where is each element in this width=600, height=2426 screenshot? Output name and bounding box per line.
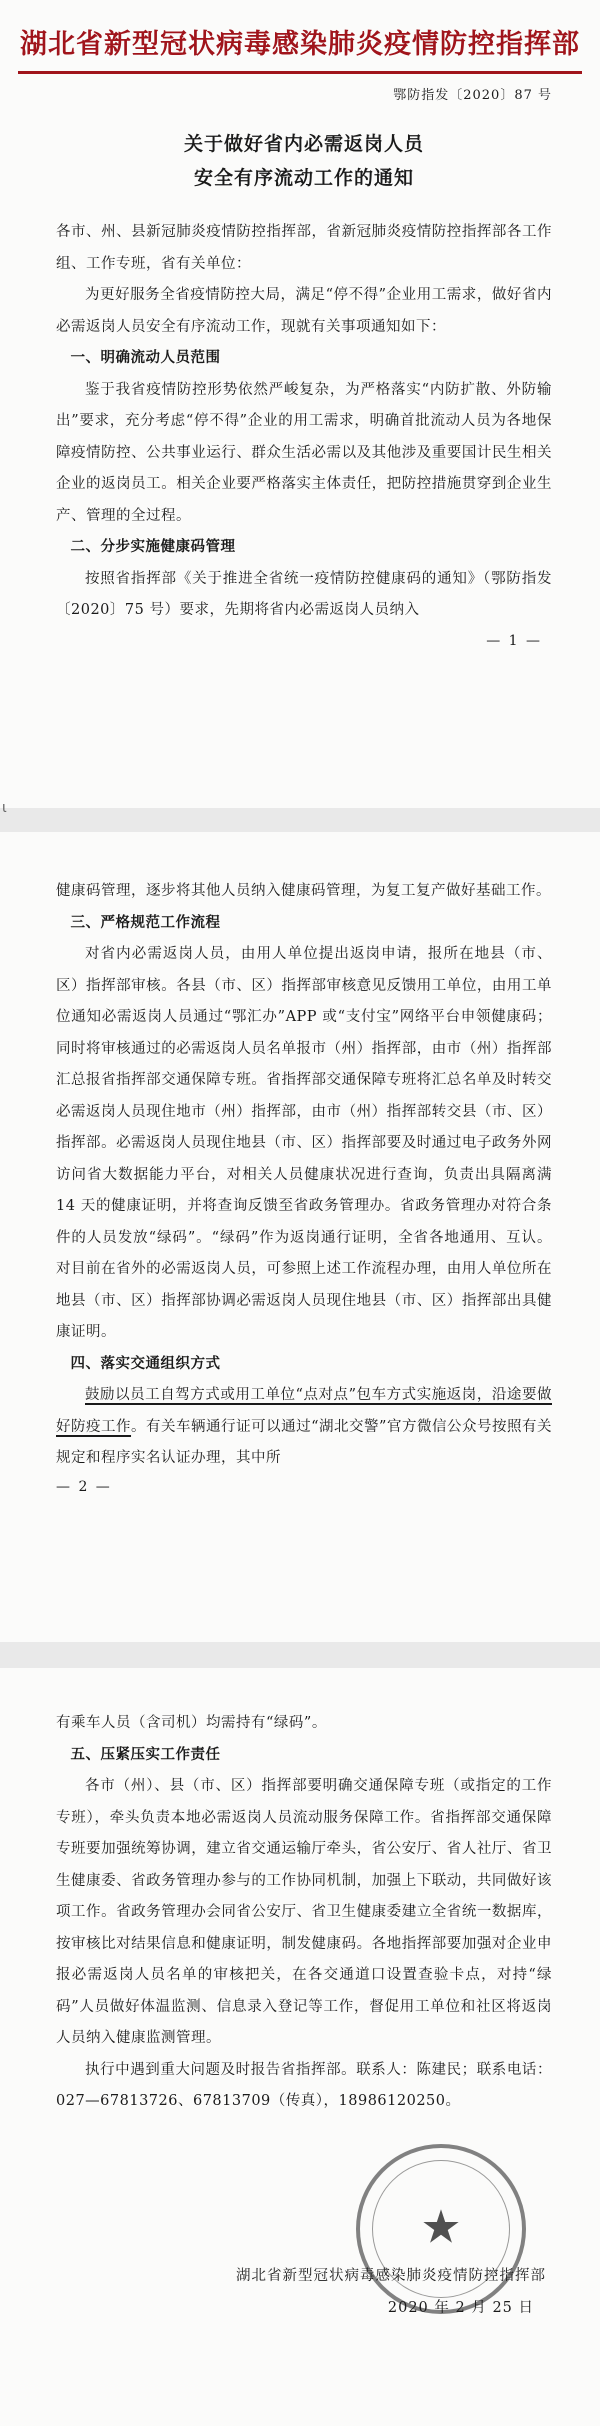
page-number: — 2 — [56,1478,112,1495]
section-4-rest: 。有关车辆通行证可以通过“湖北交警”官方微信公众号按照有关规定和程序实名认证办理，其中所 [56,1418,553,1466]
scan-mark: ι [2,800,7,816]
red-divider-rule [18,71,582,74]
red-header-masthead: 湖北省新型冠状病毒感染肺炎疫情防控指挥部 [20,29,580,60]
document-page-2 [0,832,600,1642]
section-2-body: 按照省指挥部《关于推进全省统一疫情防控健康码的通知》（鄂防指发〔2020〕75 号）要求，先期将省内必需返岗人员纳入 [56,570,552,618]
section-2-heading: 二、分步实施健康码管理 [70,539,236,555]
contact-paragraph: 执行中遇到重大问题及时报告省指挥部。联系人：陈建民；联系电话：027—67813726、67813709（传真），18986120250。 [56,2061,552,2109]
underlined-passage: 鼓励以员工自驾方式或用工单位“点对点”包车方式实施返岗，沿途要做好防疫工作 [56,1387,552,1435]
title-line-1: 关于做好省内必需返岗人员 [183,133,424,155]
issue-date: 2020 年 2 月 25 日 [387,2299,534,2316]
page-number: — 1 — [486,632,542,649]
document-page-1 [0,0,600,808]
document-number: 鄂防指发〔2020〕87 号 [393,88,552,103]
page-2-continuation: 健康码管理，逐步将其他人员纳入健康码管理，为复工复产做好基础工作。 [56,883,551,899]
document-page-3 [0,1668,600,2426]
section-5-heading: 五、压紧压实工作责任 [70,1746,221,1763]
official-seal [356,2144,526,2314]
section-4-heading: 四、落实交通组织方式 [70,1355,221,1372]
star-icon: ★ [420,2198,462,2253]
section-3-heading: 三、严格规范工作流程 [70,914,221,931]
signature-area [56,2144,552,2334]
section-3-body: 对省内必需返岗人员，由用人单位提出返岗申请，报所在地县（市、区）指挥部审核。各县（市、区）指挥部审核意见反馈用工单位，由用工单位通知必需返岗人员通过“鄂汇办”APP 或“支付宝”网络平台申领健康码；同时将审核通过的必需返岗人员名单报市（州）指挥部，由市（州）指挥部汇总报省指挥部交通保障专班。省指挥部交通保障专班将汇总名单及时转交必需返岗人员现住地市（州）指挥部，由市（州）指挥部转交县（市、区）指挥部。必需返岗人员现住地县（市、区）指挥部要及时通过电子政务外网访问省大数据能力平台，对相关人员健康状况进行查询，负责出具隔离满 14 天的健康证明，并将查询反馈至省政务管理办。省政务管理办对符合条件的人员发放“绿码”。“绿码”作为返岗通行证明，全省各地通用、互认。对目前在省外的必需返岗人员，可参照上述工作流程办理，由用人单位所在地县（市、区）指挥部协调必需返岗人员现住地县（市、区）指挥部出具健康证明。 [56,946,552,1340]
section-1-heading: 一、明确流动人员范围 [70,350,221,366]
section-1-body: 鉴于我省疫情防控形势依然严峻复杂，为严格落实“内防扩散、外防输出”要求，充分考虑“停不得”企业的用工需求，明确首批流动人员为各地保障疫情防控、公共事业运行、群众生活必需以及其他涉及重要国计民生相关企业的返岗员工。相关企业要严格落实主体责任，把防控措施贯穿到企业生产、管理的全过程。 [56,381,552,524]
intro-paragraph: 为更好服务全省疫情防控大局，满足“停不得”企业用工需求，做好省内必需返岗人员安全有序流动工作，现就有关事项通知如下： [56,287,552,335]
section-5-body: 各市（州）、县（市、区）指挥部要明确交通保障专班（或指定的工作专班），牵头负责本地必需返岗人员流动服务保障工作。省指挥部交通保障专班要加强统筹协调，建立省交通运输厅牵头，省公安厅、省人社厅、省卫生健康委、省政务管理办参与的工作协同机制，加强上下联动，共同做好该项工作。省政务管理办会同省公安厅、省卫生健康委建立全省统一数据库，按审核比对结果信息和健康证明，制发健康码。各地指挥部要加强对企业申报必需返岗人员名单的审核把关，在各交通道口设置查验卡点，对持“绿码”人员做好体温监测、信息录入登记等工作，督促用工单位和社区将返岗人员纳入健康监测管理。 [56,1778,552,2046]
section-4-body [56,1380,552,1475]
document-title [56,127,552,195]
page-3-continuation: 有乘车人员（含司机）均需持有“绿码”。 [56,1715,327,1731]
addressee: 各市、州、县新冠肺炎疫情防控指挥部，省新冠肺炎疫情防控指挥部各工作组、工作专班，省有关单位： [56,224,552,272]
title-line-2: 安全有序流动工作的通知 [193,167,414,189]
issuing-organization: 湖北省新型冠状病毒感染肺炎疫情防控指挥部 [236,2267,546,2284]
